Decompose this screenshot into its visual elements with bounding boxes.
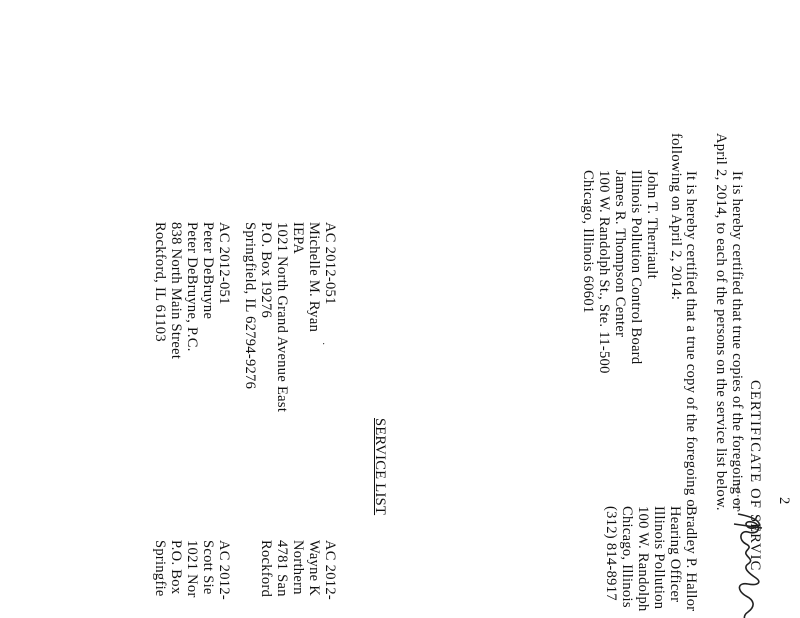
service-line: Wayne K (306, 540, 322, 597)
service-line: Springfield, IL 62794-9276 (242, 222, 258, 390)
service-line: Northern (290, 540, 306, 595)
service-line: Rockford, IL 61103 (152, 222, 168, 342)
certificate-title: CERTIFICATE OF SERVIC (747, 380, 763, 572)
para2-line-2: following on April 2, 2014: (668, 133, 684, 301)
recipient-line: Illinois Pollution Control Board (628, 170, 644, 365)
service-line: Rockford (258, 540, 274, 598)
service-line: 100 W. Randolph (635, 506, 651, 612)
service-line: Chicago, Illinois (619, 506, 635, 608)
intro-line-1: It is hereby certified that true copies of the foregoing or (729, 171, 745, 511)
service-block (152, 222, 232, 359)
para2-line-1: It is hereby certified that a true copy of the foregoing o (683, 171, 699, 507)
service-list-heading: SERVICE LIST (372, 418, 388, 516)
service-block (258, 540, 338, 600)
service-line: Springfie (152, 540, 168, 597)
service-line: 1021 Nor (184, 540, 200, 598)
signature-image (730, 478, 768, 618)
recipient-line: Chicago, Illinois 60601 (580, 170, 596, 314)
intro-line-2: April 2, 2014, to each of the persons on the service list below. (713, 133, 729, 511)
service-line: AC 2012- (216, 540, 232, 600)
service-block (242, 222, 338, 412)
recipient-line: James R. Thompson Center (612, 170, 628, 338)
service-line: AC 2012- (322, 540, 338, 600)
service-line: Illinois Pollution (651, 506, 667, 610)
service-line: Scott Sie (200, 540, 216, 595)
service-line: (312) 814-8917 (603, 506, 619, 601)
service-line: Hearing Officer (667, 506, 683, 603)
service-block (603, 506, 699, 612)
recipient-line: 100 W. Randolph St., Ste. 11-500 (596, 170, 612, 374)
service-line: IEPA (290, 222, 306, 255)
service-line: AC 2012-051 (322, 222, 338, 305)
service-line: 838 North Main Street (168, 222, 184, 360)
page-number: 2 (776, 497, 792, 505)
recipient-line: John T. Therriault (644, 170, 660, 279)
service-line: Peter DeBruyne, P.C. (184, 222, 200, 352)
service-line: Peter DeBruyne (200, 222, 216, 320)
service-line: P.O. Box (168, 540, 184, 595)
service-line: P.O. Box 19276 (258, 222, 274, 319)
recipient-address (580, 170, 660, 374)
service-line: 4781 San (274, 540, 290, 597)
stray-mark: · (317, 342, 328, 346)
service-line: AC 2012-051 (216, 222, 232, 305)
service-line: Michelle M. Ryan (306, 222, 322, 333)
service-line: 1021 North Grand Avenue East (274, 222, 290, 413)
service-line: Bradley P. Hallor (683, 506, 699, 612)
service-block (152, 540, 232, 600)
